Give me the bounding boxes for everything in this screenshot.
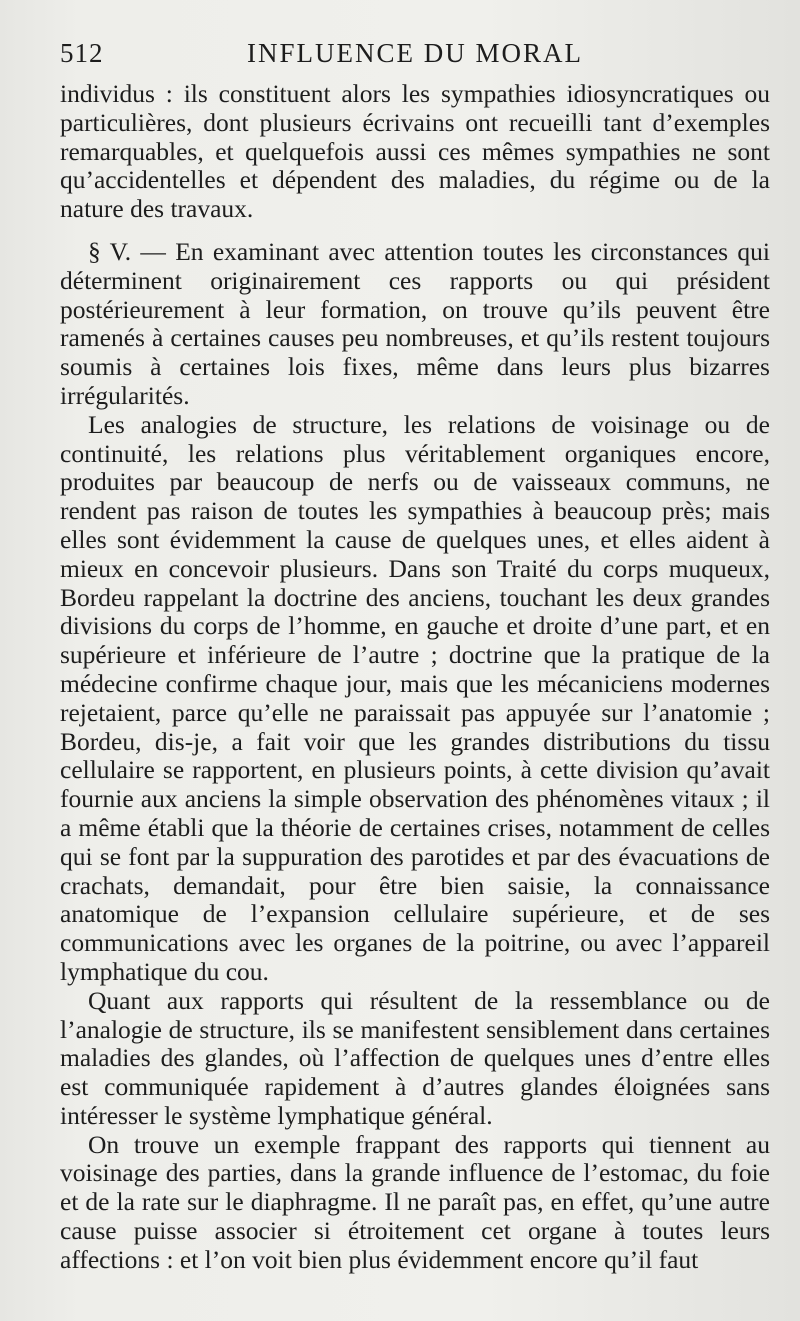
page-number: 512 xyxy=(60,38,104,68)
paragraph-voisinage: On trouve un exemple frappant des rapports qui tiennent au voisinage des parties, dans la grande influence de l’estomac, du foie et de la rate sur le diaphragme. Il ne paraît pas, en effet, qu’une autre cause puisse associer si étroitement cet organe à toutes leurs affections : et l’on voit bien plus évidemment encore qu’il faut xyxy=(60,1129,770,1274)
page-body xyxy=(60,80,770,1275)
page-header xyxy=(60,38,770,78)
paragraph-continuation: individus : ils constituent alors les sympathies idiosyncratiques ou particulières, dont plusieurs écrivains ont recueilli tant d’exemples remarquables, et quelquefois aussi ces mêmes sympathies ne sont qu’accidentelles et dépendent des maladies, du régime ou de la nature des travaux. xyxy=(60,79,770,224)
running-head: INFLUENCE DU MORAL xyxy=(247,38,583,68)
paragraph-rapports: Quant aux rapports qui résultent de la ressemblance ou de l’analogie de structure, ils se manifestent sensiblement dans certaines maladies des glandes, où l’affection de quelques unes d’entre elles est communiquée rapidement à d’autres glandes éloignées sans intéresser le système lymphatique général. xyxy=(60,985,770,1130)
paragraph-section-v: § V. — En examinant avec attention toutes les circonstances qui déterminent originairement ces rapports ou qui président postérieurement à leur formation, on trouve qu’ils peuvent être ramenés à certaines causes peu nombreuses, et qu’ils restent toujours soumis à certaines lois fixes, même dans leurs plus bizarres irrégularités. xyxy=(60,236,770,410)
paragraph-analogies: Les analogies de structure, les relations de voisinage ou de continuité, les relations plus véritablement organiques encore, produites par beaucoup de nerfs ou de vaisseaux communs, ne rendent pas raison de toutes les sympathies à beaucoup près; mais elles sont évidemment la cause de quelques unes, et elles aident à mieux en concevoir plusieurs. Dans son Traité du corps muqueux, Bordeu rappelant la doctrine des anciens, touchant les deux grandes divisions du corps de l’homme, en gauche et droite d’une part, et en supérieure et inférieure de l’autre ; doctrine que la pratique de la médecine confirme chaque jour, mais que les mécaniciens modernes rejetaient, parce qu’elle ne paraissait pas appuyée sur l’anatomie ; Bordeu, dis-je, a fait voir que les grandes distributions du tissu cellulaire se rapportent, en plusieurs points, à cette division qu’avait fournie aux anciens la simple observation des phénomènes vitaux ; il a même établi que la théorie de certaines crises, notamment de celles qui se font par la suppuration des parotides et par des évacuations de crachats, demandait, pour être bien saisie, la connaissance anatomique de l’expansion cellulaire supérieure, et de ses communications avec les organes de la poitrine, ou avec l’appareil lymphatique du cou. xyxy=(60,409,770,986)
